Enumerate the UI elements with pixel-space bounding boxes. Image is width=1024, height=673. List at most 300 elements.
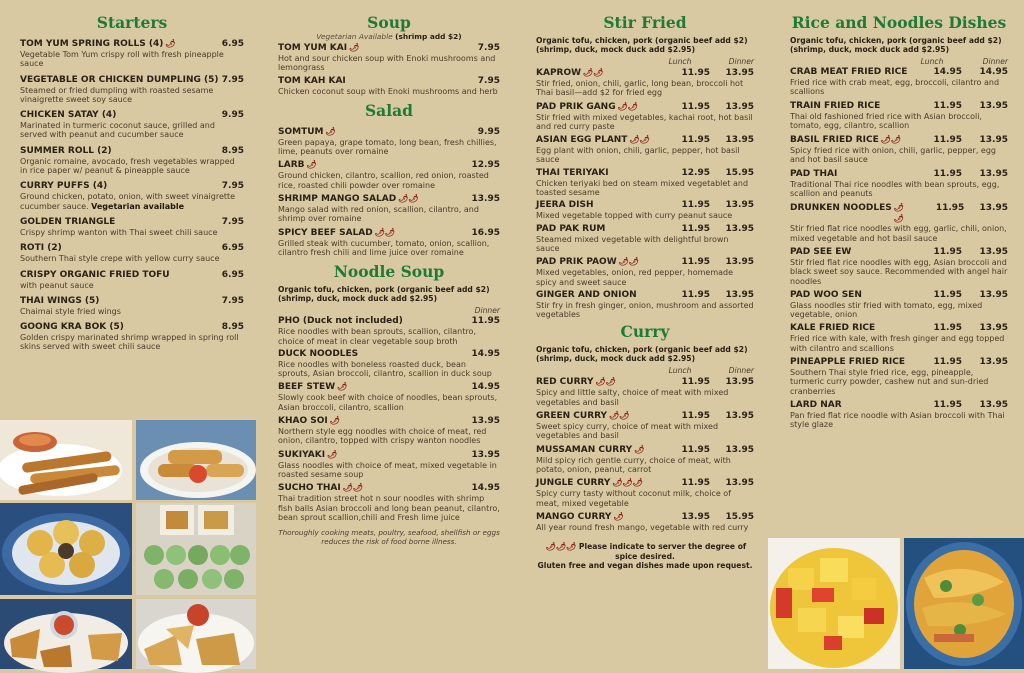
- lunch-price: 11.95: [681, 68, 710, 78]
- lunch-price: 11.95: [933, 399, 962, 410]
- menu-item-row: [536, 168, 754, 179]
- menu-item-price: 13.95: [471, 416, 500, 427]
- dinner-price: 13.95: [979, 289, 1008, 300]
- lunch-price: 11.95: [933, 289, 962, 300]
- menu-item-description: [20, 307, 244, 316]
- menu-item-description-text: Mixed vegetables, onion, red pepper, homemade spicy and sweet sauce: [536, 268, 734, 287]
- menu-item-description-text: with peanut sauce: [20, 280, 94, 290]
- dinner-price: 13.95: [725, 68, 754, 78]
- menu-item-row: [278, 449, 500, 461]
- menu-item-description-text: Glass noodles stir fried with tomato, egg, mixed vegetable, onion: [790, 300, 983, 320]
- starters-list: [20, 38, 244, 352]
- menu-item-description: [20, 254, 244, 263]
- menu-item-row: [278, 482, 500, 494]
- stir-fried-list: [536, 67, 754, 319]
- menu-item-description-text: Thai old fashioned fried rice with Asian broccoli, tomato, egg, cilantro, scallion: [790, 111, 982, 130]
- stir-fried-curry-column: [512, 0, 768, 669]
- menu-item-row: [20, 110, 244, 121]
- menu-item: [790, 247, 1008, 286]
- chili-pepper-icon: 🌶🌶🌶: [545, 542, 577, 552]
- dinner-price: 13.95: [725, 377, 754, 388]
- menu-item-row: [790, 169, 1008, 180]
- menu-item-description-text: Stir fried flat rice noodles with egg, Asian broccoli and black sweet soy sauce. Recommended with angel hair noodles: [790, 257, 1008, 286]
- curry-heading: Curry: [620, 322, 670, 342]
- menu-item-description-text: Chaimai style fried wings: [20, 306, 121, 316]
- menu-item-description: [790, 334, 1008, 353]
- menu-item: [20, 75, 244, 105]
- dinner-column-label: Dinner: [474, 306, 500, 316]
- spice-notice: 🌶🌶🌶 Please indicate to server the degree of spice desired. Gluten free and vegan dishes made upon request.: [537, 542, 753, 571]
- menu-item-description: [536, 301, 754, 320]
- menu-item-row: [20, 146, 244, 157]
- lunch-price: 14.95: [933, 67, 962, 77]
- dinner-price: 13.95: [979, 203, 1008, 214]
- dinner-price: 13.95: [979, 100, 1008, 111]
- noodle-soup-list: [278, 316, 500, 522]
- menu-item-row: [536, 200, 754, 211]
- dinner-price: 13.95: [979, 357, 1008, 368]
- menu-item: [278, 349, 500, 379]
- menu-item-row: [790, 101, 1008, 112]
- menu-item-name: VEGETABLE OR CHICKEN DUMPLING (5): [20, 74, 219, 85]
- menu-item: [790, 357, 1008, 396]
- menu-item: [790, 202, 1008, 243]
- menu-item-description-text: Glass noodles with choice of meat, mixed vegetable in roasted sesame soup: [278, 460, 497, 479]
- menu-item-price: 14.95: [471, 348, 500, 359]
- menu-item-description-text: Southern Thai style fried rice, egg, pineapple, turmeric curry powder, cashew nut and sun-dried cranberries: [790, 368, 989, 396]
- menu-item-price: 13.95: [471, 194, 500, 205]
- dinner-price: 13.95: [725, 478, 754, 489]
- stir-fried-subtitle: Organic tofu, chicken, pork (organic beef add $2) (shrimp, duck, mock duck add $2.95): [536, 36, 748, 54]
- menu-item-price: 6.95: [221, 39, 244, 49]
- lunch-price: 11.95: [933, 135, 962, 146]
- menu-item: [20, 243, 244, 263]
- menu-item: [278, 159, 500, 190]
- chili-pepper-icon: 🌶: [329, 416, 340, 426]
- menu-item: [278, 227, 500, 258]
- chili-pepper-icon: 🌶🌶: [398, 194, 419, 204]
- menu-item-description-text: Traditional Thai rice noodles with bean sprouts, egg, scallion and peanuts: [790, 179, 1000, 199]
- menu-item-name: BASIL FRIED RICE: [790, 135, 879, 146]
- menu-item-description: [790, 112, 1008, 131]
- crispy-wonton-photo: [136, 599, 256, 669]
- menu-item-row: [536, 67, 754, 79]
- menu-item-row: [536, 224, 754, 235]
- menu-item-name: JUNGLE CURRY: [536, 478, 611, 489]
- menu-item-name: PHO (Duck not included): [278, 316, 403, 327]
- menu-item-price: 16.95: [471, 227, 500, 238]
- lunch-price: 11.95: [681, 444, 710, 455]
- soup-salad-column: [256, 0, 512, 669]
- menu-item-name: DRUNKEN NOODLES: [790, 203, 892, 214]
- dinner-price: 13.95: [725, 200, 754, 211]
- menu-item-name: PAD WOO SEN: [790, 289, 862, 300]
- chili-pepper-icon: 🌶🌶: [342, 483, 364, 493]
- menu-item: [790, 323, 1008, 353]
- chili-pepper-icon: 🌶🌶: [583, 68, 604, 77]
- menu-item-description: [278, 171, 500, 190]
- menu-item-description-text: Spicy fried rice with onion, chili, garlic, pepper, egg and hot basil sauce: [790, 146, 997, 165]
- menu-item-name: GOLDEN TRIANGLE: [20, 216, 116, 227]
- menu-item-description-text: Grilled steak with cucumber, tomato, onion, scallion, cilantro fresh chili and lime juice over romaine: [278, 238, 490, 257]
- menu-item: [536, 200, 754, 220]
- dinner-price: 13.95: [979, 246, 1008, 257]
- chili-pepper-icon: 🌶: [337, 382, 348, 392]
- menu-item: [536, 444, 754, 475]
- lunch-price: 11.95: [935, 203, 965, 214]
- menu-item-description-text: Mixed vegetable topped with curry peanut sauce: [536, 211, 733, 221]
- menu-item: [20, 296, 244, 316]
- menu-item-price: 8.95: [221, 322, 244, 333]
- menu-item-row: [20, 75, 244, 86]
- menu-item-description: [790, 180, 1008, 199]
- menu-item-row: [536, 101, 754, 113]
- menu-item-row: [536, 134, 754, 146]
- menu-item: [278, 415, 500, 446]
- chili-pepper-icon: 🌶: [613, 511, 624, 521]
- menu-item-price: 7.95: [477, 75, 500, 86]
- starters-heading: Starters: [96, 13, 168, 32]
- menu-item: [20, 322, 244, 352]
- stir-fried-heading: Stir Fried: [603, 13, 687, 32]
- lunch-price: 12.95: [681, 167, 710, 178]
- menu-item-name: RED CURRY: [536, 377, 594, 388]
- menu-item-description: [20, 192, 244, 211]
- menu-item-row: [790, 134, 1008, 146]
- menu-item-description: [278, 239, 500, 258]
- menu-item-description-text: Ground chicken, potato, onion, with sweet vinaigrette cucumber sauce.: [20, 192, 236, 211]
- menu-item-description-text: Steamed or fried dumpling with roasted sesame vinaigrette sweet soy sauce: [20, 85, 214, 104]
- menu-item: [278, 193, 500, 224]
- menu-item: [278, 482, 500, 522]
- menu-item: [278, 449, 500, 480]
- menu-item-description-text: Crispy shrimp wanton with Thai sweet chili sauce: [20, 227, 218, 237]
- dinner-price: 13.95: [725, 223, 754, 234]
- menu-item-description-text: Stir fried with mixed vegetables, kachai root, hot basil and red curry paste: [536, 112, 753, 131]
- menu-item-name: CURRY PUFFS (4): [20, 181, 108, 192]
- menu-item-description-text: Chicken teriyaki bed on steam mixed vegetablet and toasted sesame: [536, 178, 749, 198]
- menu-item-description-text: Stir fried flat rice noodles with egg, garlic, chili, onion, mixed vegetable and hot basil sauce: [790, 224, 1007, 243]
- menu-item-description-text: Vegetable Tom Yum crispy roll with fresh pineapple sauce: [20, 50, 224, 69]
- menu-item-name: ASIAN EGG PLANT: [536, 135, 628, 146]
- menu-item-row: [790, 357, 1008, 368]
- chili-pepper-icon: 🌶: [634, 444, 645, 454]
- menu-item-description: [536, 179, 754, 198]
- menu-item-row: [20, 270, 244, 281]
- dinner-price: 13.95: [979, 168, 1008, 179]
- menu-item-price: 7.95: [221, 216, 244, 227]
- menu-item-description-text: Northern style egg noodles with choice of meat, red onion, cilantro, topped with crispy wanton noodles: [278, 427, 487, 446]
- menu-item-description-text: Egg plant with onion, chili, garlic, pepper, hot basil sauce: [536, 146, 740, 165]
- menu-item: [536, 477, 754, 508]
- dinner-price: 14.95: [979, 67, 1008, 77]
- menu-item-description-text: Mango salad with red onion, scallion, cilantro, and shrimp over romaine: [278, 205, 479, 224]
- menu-item-name: PAD SEE EW: [790, 246, 852, 257]
- menu-item-price: 6.95: [221, 243, 244, 254]
- fried-wonton-photo: [0, 599, 132, 669]
- chili-pepper-icon: 🌶: [349, 43, 360, 52]
- dinner-price: 15.95: [725, 511, 754, 522]
- menu-item-name: GREEN CURRY: [536, 411, 608, 422]
- menu-item-row: [536, 410, 754, 422]
- menu-item-row: [278, 42, 500, 54]
- menu-item-row: [278, 76, 500, 87]
- menu-item-name: PINEAPPLE FRIED RICE: [790, 357, 906, 368]
- chili-pepper-icon: 🌶🌶: [595, 377, 616, 387]
- chili-pepper-icon: 🌶: [327, 449, 338, 459]
- chili-pepper-icon: 🌶: [165, 39, 176, 48]
- golden-triangle-photo: [136, 420, 256, 500]
- menu-item-price: 9.95: [477, 126, 500, 137]
- chili-pepper-icon: 🌶🌶: [880, 135, 902, 145]
- menu-item-name: KALE FRIED RICE: [790, 323, 876, 334]
- menu-item-description-text: Southern Thai style crepe with yellow curry sauce: [20, 254, 220, 264]
- menu-item-name: SUCHO THAI: [278, 483, 341, 494]
- noodle-soup-subtitle: Organic tofu, chicken, pork (organic beef add $2) (shrimp, duck, mock duck add $2.95): [278, 285, 490, 304]
- menu-item-price: 14.95: [471, 382, 500, 393]
- menu-item-row: [790, 67, 1008, 78]
- chili-pepper-icon: 🌶🌶: [374, 227, 396, 237]
- menu-item-row: [790, 400, 1008, 411]
- menu-item-description: [536, 456, 754, 475]
- menu-item-description-text: Mild spicy rich gentle curry, choice of meat, with potato, onion, peanut, carrot: [536, 455, 731, 474]
- menu-item-description: [536, 523, 754, 532]
- menu-item: [20, 270, 244, 290]
- menu-item-description: [790, 411, 1008, 430]
- menu-item-name: LARD NAR: [790, 399, 842, 410]
- menu-item-price: 6.95: [221, 269, 244, 280]
- menu-item: [278, 42, 500, 73]
- menu-item-description: [536, 79, 754, 98]
- spring-rolls-photo: [0, 420, 132, 500]
- lunch-price: 11.95: [681, 135, 710, 146]
- lunch-price: 11.95: [681, 478, 710, 489]
- salad-heading: Salad: [364, 100, 413, 120]
- menu-item: [278, 126, 500, 157]
- menu-item-name: DUCK NOODLES: [278, 348, 359, 359]
- dumplings-photo: [0, 503, 132, 595]
- mango-curry-photo: [768, 538, 900, 669]
- menu-item-description-text: Stir fried, onion, chili, garlic, long bean, broccoli hot Thai basil—add $2 for fried egg: [536, 79, 744, 98]
- menu-item: [20, 110, 244, 140]
- menu-item-price: 7.95: [221, 295, 244, 306]
- menu-item-row: [20, 38, 244, 50]
- menu-item: [536, 101, 754, 132]
- menu-item-row: [278, 381, 500, 393]
- menu-item-description: [536, 422, 754, 441]
- menu-item-description: [536, 211, 754, 220]
- menu-item-price: 11.95: [471, 316, 500, 327]
- menu-item-description-text: Golden crispy marinated shrimp wrapped in spring roll skins served with sweet chili sauce: [20, 333, 239, 352]
- menu-item-description-text: Slowly cook beef with choice of noodles, bean sprouts, Asian broccoli, cilantro, scallion: [278, 393, 498, 412]
- menu-item-description-text: Pan fried flat rice noodle with Asian broccoli with Thai style glaze: [790, 410, 1005, 430]
- menu-item: [536, 256, 754, 287]
- menu-item-row: [536, 511, 754, 523]
- menu-item-name: LARB: [278, 160, 305, 171]
- soup-list: [278, 42, 500, 96]
- menu-item-name: TOM YUM SPRING ROLLS (4): [20, 39, 164, 49]
- menu-item-description: [536, 388, 754, 407]
- menu-item-row: [536, 444, 754, 456]
- curry-subtitle: Organic tofu, chicken, pork (organic beef add $2) (shrimp, duck, mock duck add $2.95): [536, 345, 748, 364]
- menu-item-description-text: Steamed mixed vegetable with delightful brown sauce: [536, 234, 729, 253]
- soup-heading: Soup: [367, 13, 411, 32]
- menu-item-description: [536, 113, 754, 132]
- menu-item-name: TRAIN FRIED RICE: [790, 100, 881, 111]
- menu-item: [536, 511, 754, 532]
- menu-item-row: [790, 290, 1008, 301]
- menu-item-description: [278, 461, 500, 480]
- chili-pepper-icon: 🌶🌶🌶: [612, 478, 643, 488]
- menu-item-row: [278, 415, 500, 427]
- menu-item-price: 13.95: [471, 449, 500, 460]
- menu-item-description-text: Spicy and little salty, choice of meat with mixed vegetables and basil: [536, 388, 729, 407]
- menu-item-price: 8.95: [221, 145, 244, 156]
- menu-item-name: MUSSAMAN CURRY: [536, 444, 633, 455]
- menu-item-description-text: All year round fresh mango, vegetable with red curry: [536, 522, 749, 532]
- dinner-price: 13.95: [725, 444, 754, 455]
- menu-item-name: CHICKEN SATAY (4): [20, 110, 117, 121]
- lunch-price: 11.95: [933, 323, 962, 334]
- menu-item-description-text: Sweet spicy curry, choice of meat with mixed vegetables and basil: [536, 422, 719, 441]
- menu-item-description: [20, 86, 244, 105]
- menu-item-name: PAD PRIK GANG: [536, 101, 616, 112]
- menu-item-name: KAPROW: [536, 68, 582, 78]
- menu-item-description: [278, 205, 500, 224]
- chili-pepper-icon: 🌶🌶: [893, 203, 904, 224]
- dinner-price: 13.95: [979, 135, 1008, 146]
- menu-item-name: JEERA DISH: [536, 200, 594, 211]
- lunch-price: 11.95: [681, 289, 710, 300]
- menu-item-row: [278, 126, 500, 138]
- menu-item-description: [536, 268, 754, 287]
- menu-item-description-text: Hot and sour chicken soup with Enoki mushrooms and lemongrass: [278, 54, 496, 73]
- menu-item-name: SUKIYAKI: [278, 449, 326, 460]
- salad-list: [278, 126, 500, 257]
- menu-item-price: 7.95: [477, 43, 500, 53]
- menu-item: [20, 217, 244, 237]
- menu-item: [278, 316, 500, 346]
- chili-pepper-icon: 🌶🌶: [618, 257, 639, 267]
- menu-item-description: [790, 78, 1008, 97]
- menu-item: [790, 400, 1008, 430]
- menu-item-description: [20, 50, 244, 69]
- menu-item-price: 7.95: [221, 181, 244, 192]
- menu-item: [536, 290, 754, 320]
- lunch-price: 11.95: [933, 168, 962, 179]
- menu-item-description: [278, 360, 500, 379]
- noodle-soup-heading: Noodle Soup: [333, 262, 445, 282]
- menu-item: [790, 134, 1008, 165]
- menu-item-description: [20, 157, 244, 176]
- menu-item: [20, 38, 244, 69]
- menu-item-description-text: Rice noodles with bean sprouts, scallion, cilantro, choice of meat in clear vegetable soup broth: [278, 327, 476, 346]
- menu-item-description: [278, 87, 500, 96]
- menu-item-description: [20, 281, 244, 290]
- menu-item-description: [20, 333, 244, 352]
- menu-item-name: CRISPY ORGANIC FRIED TOFU: [20, 269, 170, 280]
- rice-noodles-list: [790, 67, 1008, 430]
- menu-item: [278, 381, 500, 412]
- menu-item-price: 9.95: [221, 110, 244, 121]
- lunch-price: 11.95: [681, 200, 710, 211]
- menu-item-description: [20, 228, 244, 237]
- menu-item-description: [536, 489, 754, 508]
- chili-pepper-icon: 🌶🌶: [617, 101, 638, 111]
- menu-item-description: [790, 368, 1008, 396]
- menu-item-description-text: Ground chicken, cilantro, scallion, red onion, roasted rice, roasted chili powder over romaine: [278, 171, 489, 190]
- menu-item-description-text: Spicy curry tasty without coconut milk, choice of meat, mixed vegetable: [536, 489, 731, 508]
- lunch-price: 11.95: [681, 101, 710, 112]
- menu-item-name: PAD PAK RUM: [536, 223, 606, 234]
- menu-item-description: [536, 146, 754, 165]
- lunch-column-label: Lunch: [920, 57, 944, 66]
- dinner-price: 13.95: [979, 399, 1008, 410]
- menu-item-row: [790, 202, 1008, 224]
- lunch-price: 11.95: [681, 411, 710, 422]
- menu-item-description: [536, 235, 754, 254]
- chili-pepper-icon: 🌶🌶: [629, 135, 650, 145]
- chili-pepper-icon: 🌶🌶: [609, 411, 630, 421]
- menu-item-name: SOMTUM: [278, 126, 324, 137]
- menu-item-name: ROTI (2): [20, 243, 62, 254]
- menu-item-name: SHRIMP MANGO SALAD: [278, 194, 397, 205]
- menu-item-name: SPICY BEEF SALAD: [278, 227, 373, 238]
- menu-item: [278, 76, 500, 96]
- dinner-column-label: Dinner: [982, 57, 1008, 66]
- lunch-price: 11.95: [933, 246, 962, 257]
- menu-item-description: [278, 327, 500, 346]
- menu-item: [536, 134, 754, 165]
- menu-item-description-text: Chicken coconut soup with Enoki mushrooms and herb: [278, 86, 498, 96]
- lunch-price: 11.95: [681, 377, 710, 388]
- lunch-price: 11.95: [681, 257, 710, 268]
- menu-item-description: [278, 393, 500, 412]
- menu-item-name: TOM KAH KAI: [278, 75, 346, 86]
- food-safety-note: Thoroughly cooking meats, poultry, seafood, shellfish or eggs reduces the risk of food borne illness.: [278, 528, 500, 547]
- dinner-column-label: Dinner: [728, 366, 754, 376]
- lunch-column-label: Lunch: [668, 57, 692, 66]
- menu-item-description: [790, 146, 1008, 165]
- menu-item-description-text: Fried rice with crab meat, egg, broccoli, cilantro and scallions: [790, 78, 1000, 97]
- menu-item: [536, 168, 754, 198]
- menu-item-name: GINGER AND ONION: [536, 289, 637, 300]
- menu-item-name: TOM YUM KAI: [278, 43, 348, 53]
- menu-item-description-text: Thai tradition street hot n sour noodles with shrimp fish balls Asian broccoli and long bean peanut, cilantro, bean sprout scallion,chili and Fresh lime juice: [278, 494, 500, 522]
- menu-item-description-text: Marinated in turmeric coconut sauce, grilled and served with peanut and cucumber sauce: [20, 121, 215, 140]
- dinner-price: 13.95: [725, 411, 754, 422]
- menu-item-description-text: Fried rice with kale, with fresh ginger and egg topped with cilantro and scallions: [790, 334, 1005, 353]
- menu-item-row: [20, 296, 244, 307]
- menu-item-row: [278, 227, 500, 239]
- menu-item-row: [278, 316, 500, 327]
- menu-item-description: [278, 494, 500, 522]
- menu-item-row: [278, 159, 500, 171]
- menu-item: [536, 376, 754, 407]
- dinner-price: 13.95: [725, 289, 754, 300]
- menu-item-row: [278, 349, 500, 360]
- dinner-price: 13.95: [979, 323, 1008, 334]
- dinner-column-label: Dinner: [728, 57, 754, 66]
- menu-item-row: [20, 243, 244, 254]
- menu-item-description: [20, 121, 244, 140]
- dinner-price: 13.95: [725, 257, 754, 268]
- khao-soi-photo: [904, 538, 1024, 669]
- menu-item-name: GOONG KRA BOK (5): [20, 322, 124, 333]
- chili-pepper-icon: 🌶: [325, 126, 336, 136]
- menu-item: [790, 67, 1008, 97]
- dinner-price: 13.95: [725, 101, 754, 112]
